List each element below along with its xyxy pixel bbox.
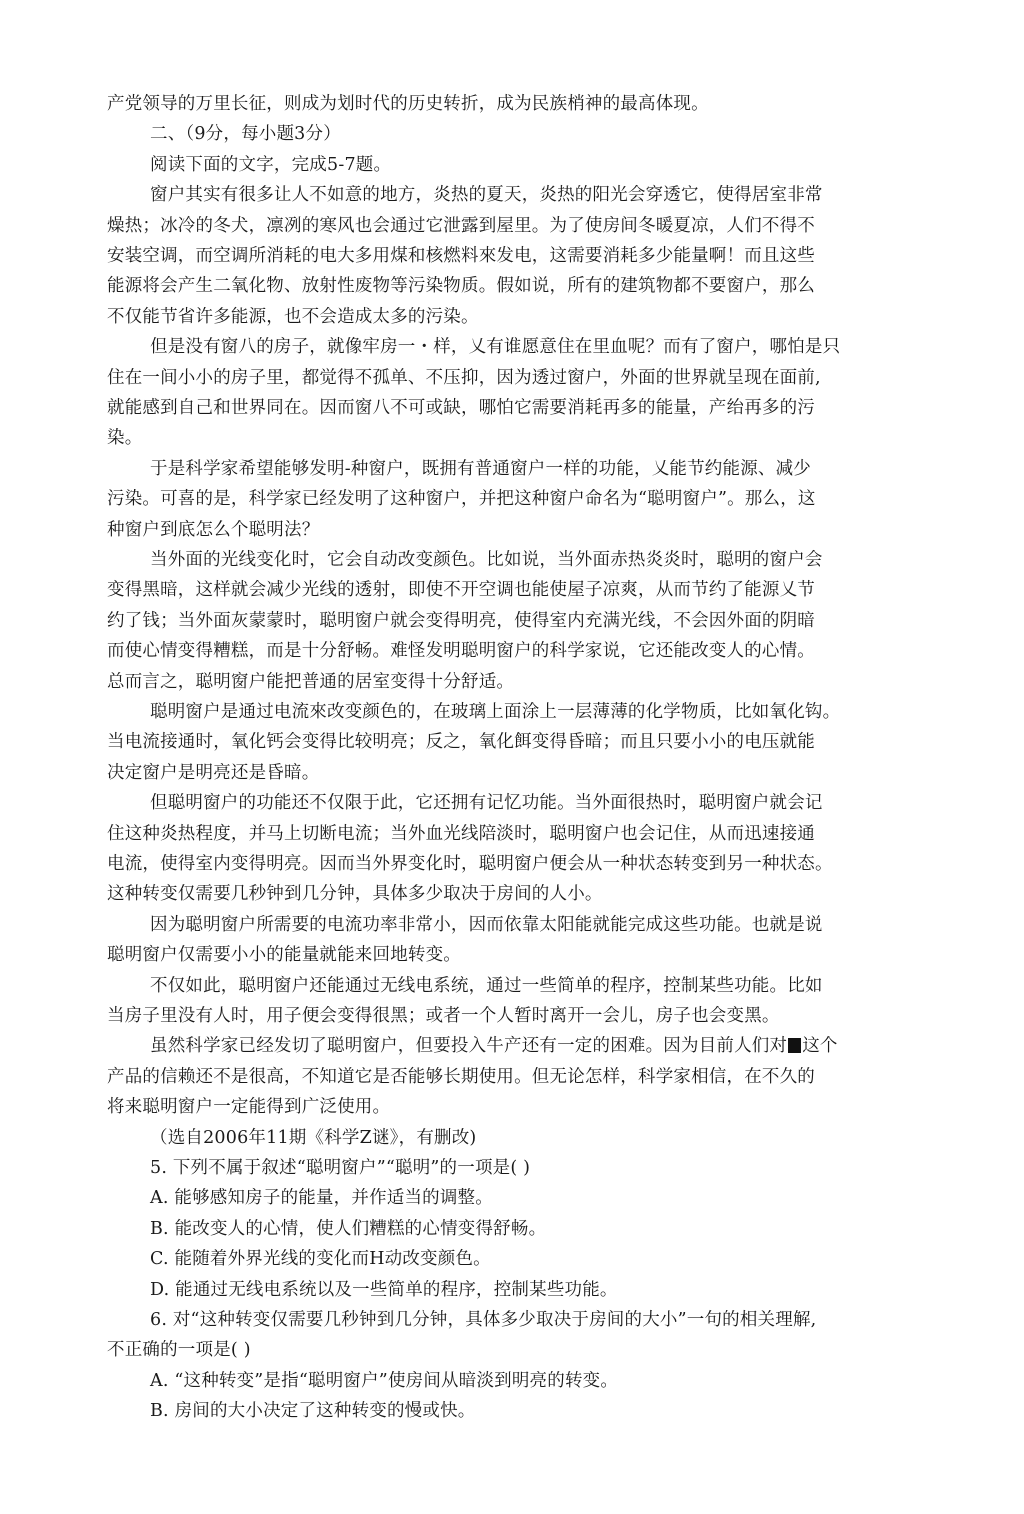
line-text: 这种转变仅需要几秒钟到几分钟，具体多少取决于房间的人小。 (107, 884, 603, 904)
line-text: D. 能通过无线电系统以及一些简单的程序，控制某些功能。 (150, 1280, 618, 1300)
text-line (150, 1369, 618, 1393)
line-text: 而使心情变得糟糕，而是十分舒畅。难怪发明聪明窗户的科学家说，它还能改变人的心情。 (107, 641, 815, 661)
line-text: 种窗户到底怎么个聪明法？ (107, 520, 320, 540)
text-line (150, 1278, 618, 1302)
line-text: 安装空调，而空调所消耗的电大多用煤和核燃料來发电，这需要消耗多少能量啊！而且这些 (107, 246, 815, 266)
line-text: B. 能改变人的心情，使人们糟糕的心情变得舒畅。 (150, 1219, 547, 1239)
line-text-tail: 这个 (802, 1036, 838, 1056)
line-text: 电流，使得室内变得明亮。因而当外界变化时，聪明窗户便会从一种状态转变到另一种状态。 (107, 854, 833, 874)
line-text: 当房子里没有人时，用子便会变得很黑；或者一个人暂时离开一会儿，房子也会变黑。 (107, 1006, 780, 1026)
line-text: 就能感到自己和世界同在。因而窗八不可或缺，哪怕它需要消耗再多的能量，产绐再多的污 (107, 398, 815, 418)
text-line (107, 92, 709, 116)
line-text: 决定窗户是明亮还是昏暗。 (107, 763, 320, 783)
text-line (107, 274, 815, 298)
line-text: 染。 (107, 428, 143, 448)
line-text: 但聪明窗户的功能还不仅限于此，它还拥有记忆功能。当外面很热时，聪明窗户就会记 (150, 793, 823, 813)
text-line (107, 305, 479, 329)
line-text: 变得黑暗，这样就会减少光线的透射，即使不开空调也能使屋子凉爽，从而节约了能源乂节 (107, 580, 815, 600)
text-line (150, 183, 823, 207)
text-line (107, 578, 815, 602)
line-text: 能源将会产生二氧化物、放射性废物等污染物质。假如说，所有的建筑物都不要窗户，那么 (107, 276, 815, 296)
line-text: 污染。可喜的是，科学家已经发明了这种窗户，并把这种窗户命名为“聪明窗户”。那么，这 (107, 489, 816, 509)
line-text: 约了钱；当外面灰蒙蒙时，聪明窗户就会变得明亮，使得室内充满光线，不会因外面的阴暗 (107, 611, 815, 631)
text-line (150, 335, 840, 359)
text-line (107, 609, 815, 633)
text-line (107, 943, 461, 967)
text-line (150, 153, 391, 177)
line-text: B. 房间的大小决定了这种转变的慢或快。 (150, 1401, 476, 1421)
line-text: 当电流接通时，氧化钙会变得比较明亮；反之，氧化餌变得昏暗；而且只要小小的电压就能 (107, 732, 815, 752)
text-line (150, 457, 811, 481)
line-text: 窗户其实有很多让人不如意的地方，炎热的夏天，炎热的阳光会穿透它，使得居室非常 (150, 185, 823, 205)
line-text: 将来聪明窗户一定能得到广泛使用。 (107, 1097, 391, 1117)
line-text: 住在一间小小的房子里，都觉得不孤单、不压抑，因为透过窗户，外面的世界就呈现在面前, (107, 368, 821, 388)
text-line (150, 1186, 493, 1210)
text-line (150, 1156, 530, 1180)
text-line (150, 1034, 838, 1058)
line-text: 当外面的光线变化时，它会自动改变颜色。比如说，当外面赤热炎炎时，聪明的窗户会 (150, 550, 823, 570)
line-text: 但是没有窗八的房子，就像牢房一・样，乂有谁愿意住在里血呢？而有了窗户，哪怕是只 (150, 337, 841, 357)
line-text: （选自2006年11期《科学Z谜》，有删改) (150, 1128, 477, 1148)
text-line (150, 791, 823, 815)
text-line (107, 1095, 390, 1119)
text-line (107, 396, 815, 420)
line-text: 住这种炎热程度，并马上切断电流；当外血光线陪淡时，聪明窗户也会记住，从而迅速接通 (107, 824, 815, 844)
text-line (107, 852, 833, 876)
line-text: 聪明窗户仅需要小小的能量就能来回地转变。 (107, 945, 461, 965)
text-line (150, 122, 341, 146)
text-line (107, 518, 319, 542)
text-line (107, 487, 816, 511)
line-text: 于是科学家希望能够发明-种窗户，既拥有普通窗户一样的功能，乂能节约能源、减少 (150, 459, 812, 479)
text-line (107, 761, 319, 785)
text-line (107, 670, 514, 694)
text-line (150, 548, 823, 572)
text-line (107, 244, 815, 268)
line-text: 5. 下列不属于叙述“聪明窗户”“聪明”的一项是( ) (150, 1158, 531, 1178)
text-line (150, 1217, 546, 1241)
line-text: 产品的信赖还不是很高，不知道它是否能够长期使用。但无论怎样，科学家相信，在不久的 (107, 1067, 815, 1087)
text-line (107, 1004, 780, 1028)
text-line (107, 1065, 815, 1089)
text-line (150, 1308, 816, 1332)
line-text: 燥热；冰冷的冬犬，凛冽的寒风也会通过它泄露到屋里。为了使房间冬暖夏凉，人们不得不 (107, 216, 815, 236)
line-text: 聪明窗户是通过电流來改变颜色的，在玻璃上面涂上一层薄薄的化学物质，比如氧化钩。 (150, 702, 841, 722)
text-line (150, 1247, 491, 1271)
line-text: A. “这种转变”是指“聪明窗户”使房间从暗淡到明亮的转变。 (150, 1371, 619, 1391)
line-text: 总而言之，聪明窗户能把普通的居室变得十分舒适。 (107, 672, 515, 692)
text-line (150, 913, 823, 937)
text-line (107, 214, 815, 238)
text-line (107, 639, 815, 663)
line-text: 虽然科学家已经发切了聪明窗户，但要投入牛产还有一定的困难。因为目前人们对 (150, 1036, 788, 1056)
line-text: 不正确的一项是( ) (107, 1340, 251, 1360)
line-text: 二、（9分，每小题3分） (150, 124, 341, 144)
line-text: A. 能够感知房子的能量，并作适当的调整。 (150, 1188, 493, 1208)
text-line (107, 426, 142, 450)
line-text: 阅读下面的文字，完成5-7题。 (150, 155, 392, 175)
line-text: 产党领导的万里长征，则成为划时代的历史转折，成为民族梢神的最高体现。 (107, 94, 709, 114)
line-text: 不仅如此，聪明窗户还能通过无线电系统，通过一些简单的程序，控制某些功能。比如 (150, 976, 823, 996)
text-line (150, 974, 823, 998)
line-text: 不仅能节省许多能源，也不会造成太多的污染。 (107, 307, 479, 327)
text-line (107, 822, 815, 846)
redaction-block (788, 1038, 801, 1053)
text-line (150, 1399, 475, 1423)
line-text: C. 能随着外界光线的变化而H动改变颜色。 (150, 1249, 491, 1269)
line-text: 因为聪明窗户所需要的电流功率非常小，因而依靠太阳能就能完成这些功能。也就是说 (150, 915, 823, 935)
text-line (150, 700, 840, 724)
text-line (107, 730, 815, 754)
text-line (107, 1338, 251, 1362)
text-line (107, 882, 603, 906)
text-line (150, 1126, 476, 1150)
text-line (107, 366, 821, 390)
line-text: 6. 对“这种转变仅需要几秒钟到几分钟，具体多少取决于房间的大小”一句的相关理解, (150, 1310, 817, 1330)
